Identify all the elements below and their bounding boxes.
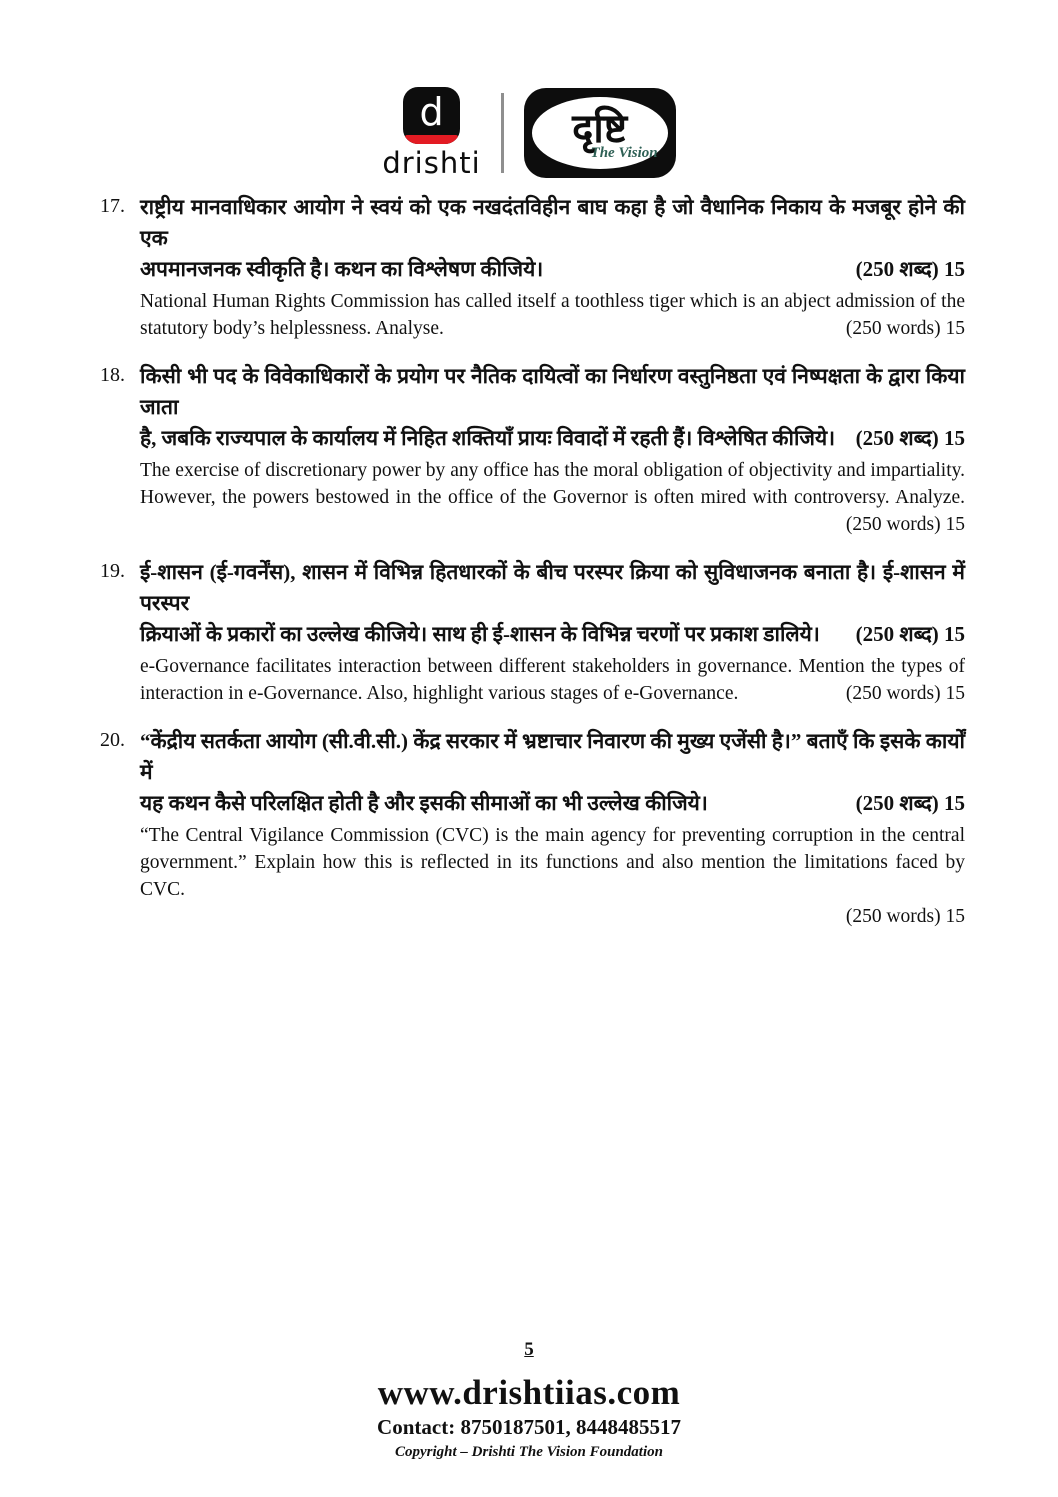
line-text: यह कथन कैसे परिलक्षित होती है और इसकी सीमाओं का भी उल्लेख कीजिये। — [140, 791, 708, 815]
question-line: However, the powers bestowed in the office of the Governor is often mired with controversy. Analyze. — [140, 487, 965, 508]
marks-label: (250 words) 15 — [845, 906, 965, 927]
question-line — [140, 423, 965, 454]
question-line — [140, 254, 965, 285]
question-line: National Human Rights Commission has called itself a toothless tiger which is an abject admission of the — [140, 291, 965, 312]
website-url: www.drishtiias.com — [377, 1373, 681, 1412]
question-text-english — [140, 288, 965, 342]
drishti-vision-logo — [524, 88, 676, 178]
drishti-d-icon — [403, 87, 460, 144]
marks-label: (250 शब्द) 15 — [855, 791, 965, 815]
question-text-english — [140, 653, 965, 707]
question-text-hindi — [140, 361, 965, 454]
drishti-d-letter: d — [419, 90, 444, 134]
question-line — [140, 619, 965, 650]
question-line: “The Central Vigilance Commission (CVC) is the main agency for preventing corruption in the central — [140, 825, 965, 846]
page-number: 5 — [524, 1339, 534, 1360]
question-text-hindi — [140, 557, 965, 650]
question-item — [100, 726, 965, 930]
contact-info: Contact: 8750187501, 8448485517 — [377, 1415, 681, 1439]
line-text: अपमानजनक स्वीकृति है। कथन का विश्लेषण कीजिये। — [140, 257, 544, 281]
question-body — [140, 557, 965, 707]
question-body — [140, 361, 965, 538]
question-text-hindi — [140, 726, 965, 819]
question-body — [140, 192, 965, 342]
question-item — [100, 361, 965, 538]
line-text: interaction in e-Governance. Also, highlight various stages of e-Governance. — [140, 683, 739, 704]
marks-label: (250 words) 15 — [845, 318, 965, 339]
question-text-english — [140, 457, 965, 538]
question-number: 20. — [100, 729, 125, 751]
question-text-english — [140, 822, 965, 930]
logo-divider — [501, 93, 504, 173]
marks-label: (250 शब्द) 15 — [855, 622, 965, 646]
question-line — [140, 315, 965, 342]
question-line — [140, 788, 965, 819]
line-text: क्रियाओं के प्रकारों का उल्लेख कीजिये। साथ ही ई-शासन के विभिन्न चरणों पर प्रकाश डालिये। — [140, 622, 820, 646]
marks-label: (250 words) 15 — [845, 683, 965, 704]
question-number: 17. — [100, 195, 125, 217]
question-body — [140, 726, 965, 930]
question-line — [140, 680, 965, 707]
question-number: 18. — [100, 364, 125, 386]
questions-list — [0, 192, 1058, 949]
vision-tagline: The Vision — [590, 145, 658, 161]
copyright-line: Copyright – Drishti The Vision Foundation — [394, 1444, 663, 1460]
question-item — [100, 192, 965, 342]
logo-header — [0, 86, 1058, 180]
question-line: राष्ट्रीय मानवाधिकार आयोग ने स्वयं को एक नखदंतविहीन बाघ कहा है जो वैधानिक निकाय के मजबूर होने की एक — [140, 195, 965, 250]
line-text: statutory body’s helplessness. Analyse. — [140, 318, 444, 339]
line-text: है, जबकि राज्यपाल के कार्यालय में निहित शक्तियाँ प्रायः विवादों में रहती हैं। विश्लेषित कीजिये। — [140, 426, 836, 450]
page-footer — [0, 1339, 1058, 1497]
question-item — [100, 557, 965, 707]
question-line: किसी भी पद के विवेकाधिकारों के प्रयोग पर नैतिक दायित्वों का निर्धारण वस्तुनिष्ठता एवं निष्पक्षता के द्वारा किया जाता — [140, 364, 965, 419]
question-line: ई-शासन (ई-गवर्नेंस), शासन में विभिन्न हितधारकों के बीच परस्पर क्रिया को सुविधाजनक बनाता है। ई-शासन में परस्पर — [140, 560, 965, 615]
marks-label: (250 words) 15 — [845, 514, 965, 535]
drishti-red-accent — [405, 135, 458, 144]
question-line: government.” Explain how this is reflected in its functions and also mention the limitations faced by CVC. — [140, 852, 965, 900]
vision-logo-ellipse — [532, 97, 668, 169]
marks-label: (250 शब्द) 15 — [855, 426, 965, 450]
question-line: e-Governance facilitates interaction between different stakeholders in governance. Mention the types of — [140, 656, 965, 677]
vision-devanagari-text: दृष्टि — [572, 106, 628, 151]
question-number: 19. — [100, 560, 125, 582]
question-text-hindi — [140, 192, 965, 285]
question-line: The exercise of discretionary power by any office has the moral obligation of objectivity and impartiality. — [140, 460, 965, 481]
drishti-wordmark: drishti — [382, 145, 481, 180]
drishti-logo — [382, 87, 480, 180]
marks-label: (250 शब्द) 15 — [855, 257, 965, 281]
question-line: “केंद्रीय सतर्कता आयोग (सी.वी.सी.) केंद्र सरकार में भ्रष्टाचार निवारण की मुख्य एजेंसी है।” बताएँ कि इसके कार्यों में — [140, 729, 965, 784]
